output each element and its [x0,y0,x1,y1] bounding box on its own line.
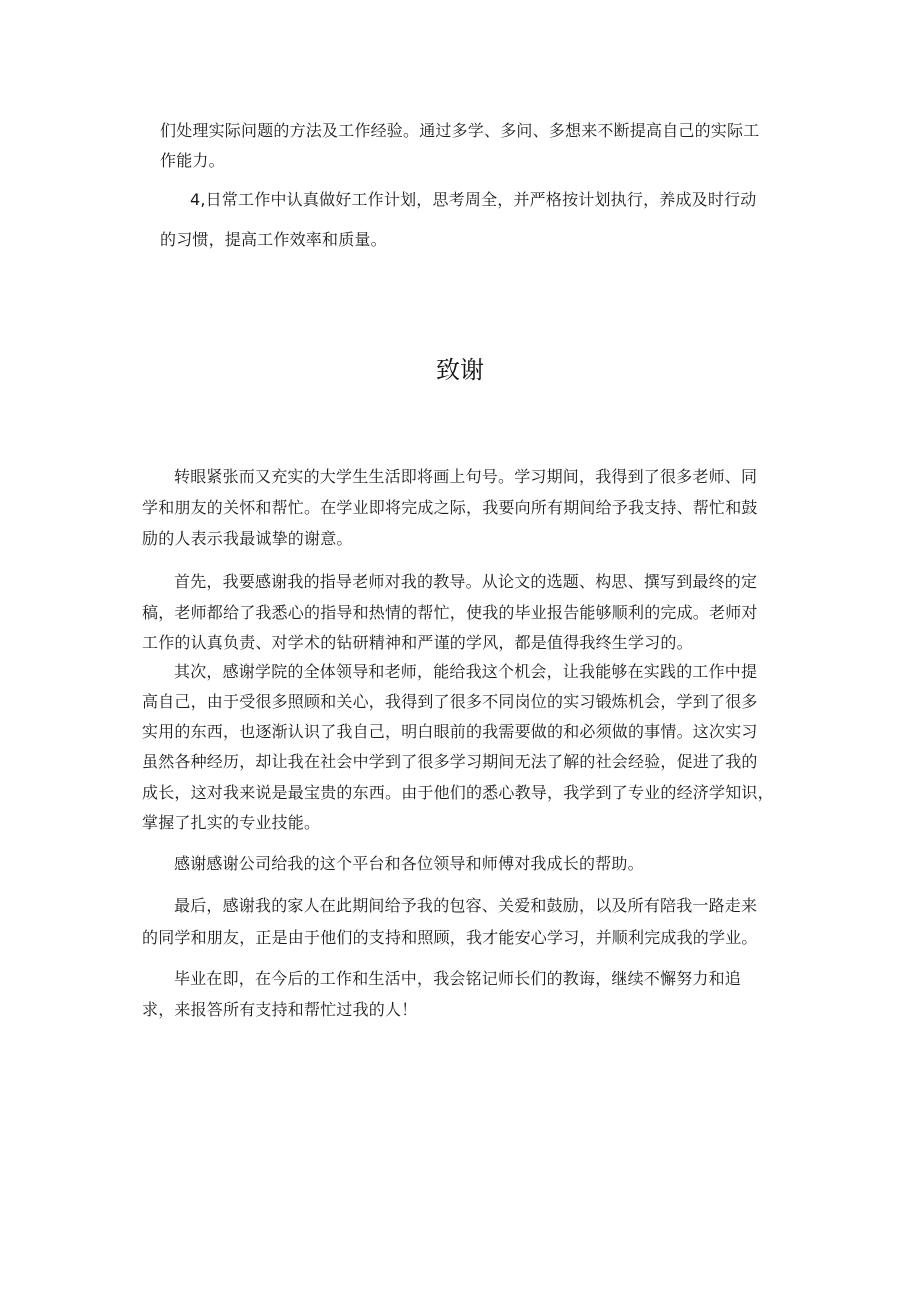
ack-line-1: 转眼紧张而又充实的大学生生活即将画上句号。学习期间，我得到了很多老师、同 [174,467,758,486]
ack-line-7: 其次，感谢学院的全体领导和老师，能给我这个机会，让我能够在实践的工作中提 [174,662,758,681]
ack-line-3: 励的人表示我最诚挚的谢意。 [142,529,353,548]
ack-line-14: 最后，感谢我的家人在此期间给予我的包容、关爱和鼓励，以及所有陪我一路走来 [174,896,758,915]
ack-line-15: 的同学和朋友，正是由于他们的支持和照顾，我才能安心学习，并顺利完成我的学业。 [142,928,758,947]
intro-line-2: 作能力。 [160,151,225,170]
ack-line-17: 求，来报答所有支持和帮忙过我的人！ [142,1000,418,1019]
ack-line-9: 实用的东西，也逐渐认识了我自己，明白眼前的我需要做的和必须做的事情。这次实习 [142,722,758,741]
page-title: 致谢 [436,356,484,384]
intro-line-1: 们处理实际问题的方法及工作经验。通过多学、多问、多想来不断提高自己的实际工 [160,121,760,140]
ack-line-13: 感谢感谢公司给我的这个平台和各位领导和师傅对我成长的帮助。 [174,854,644,873]
ack-line-5: 稿，老师都给了我悉心的指导和热情的帮忙，使我的毕业报告能够顺利的完成。老师对 [142,603,758,622]
ack-line-11: 成长，这对我来说是最宝贵的东西。由于他们的悉心教导，我学到了专业的经济学知识， [142,783,774,802]
intro-line-4: 的习惯，提高工作效率和质量。 [160,230,387,249]
ack-line-12: 掌握了扎实的专业技能。 [142,813,321,832]
ack-line-16: 毕业在即，在今后的工作和生活中，我会铭记师长们的教诲，继续不懈努力和追 [174,969,742,988]
intro-line-3: 4,日常工作中认真做好工作计划，思考周全，并严格按计划执行，养成及时行动 [190,190,757,209]
ack-line-8: 高自己，由于受很多照顾和关心，我得到了很多不同岗位的实习锻炼机会，学到了很多 [142,692,758,711]
ack-line-2: 学和朋友的关怀和帮忙。在学业即将完成之际，我要向所有期间给予我支持、帮忙和鼓 [142,498,758,517]
ack-line-10: 虽然各种经历，却让我在社会中学到了很多学习期间无法了解的社会经验，促进了我的 [142,752,758,771]
ack-line-4: 首先，我要感谢我的指导老师对我的教导。从论文的选题、构思、撰写到最终的定 [174,572,758,591]
ack-line-6: 工作的认真负责、对学术的钻研精神和严谨的学风，都是值得我终生学习的。 [142,633,693,652]
